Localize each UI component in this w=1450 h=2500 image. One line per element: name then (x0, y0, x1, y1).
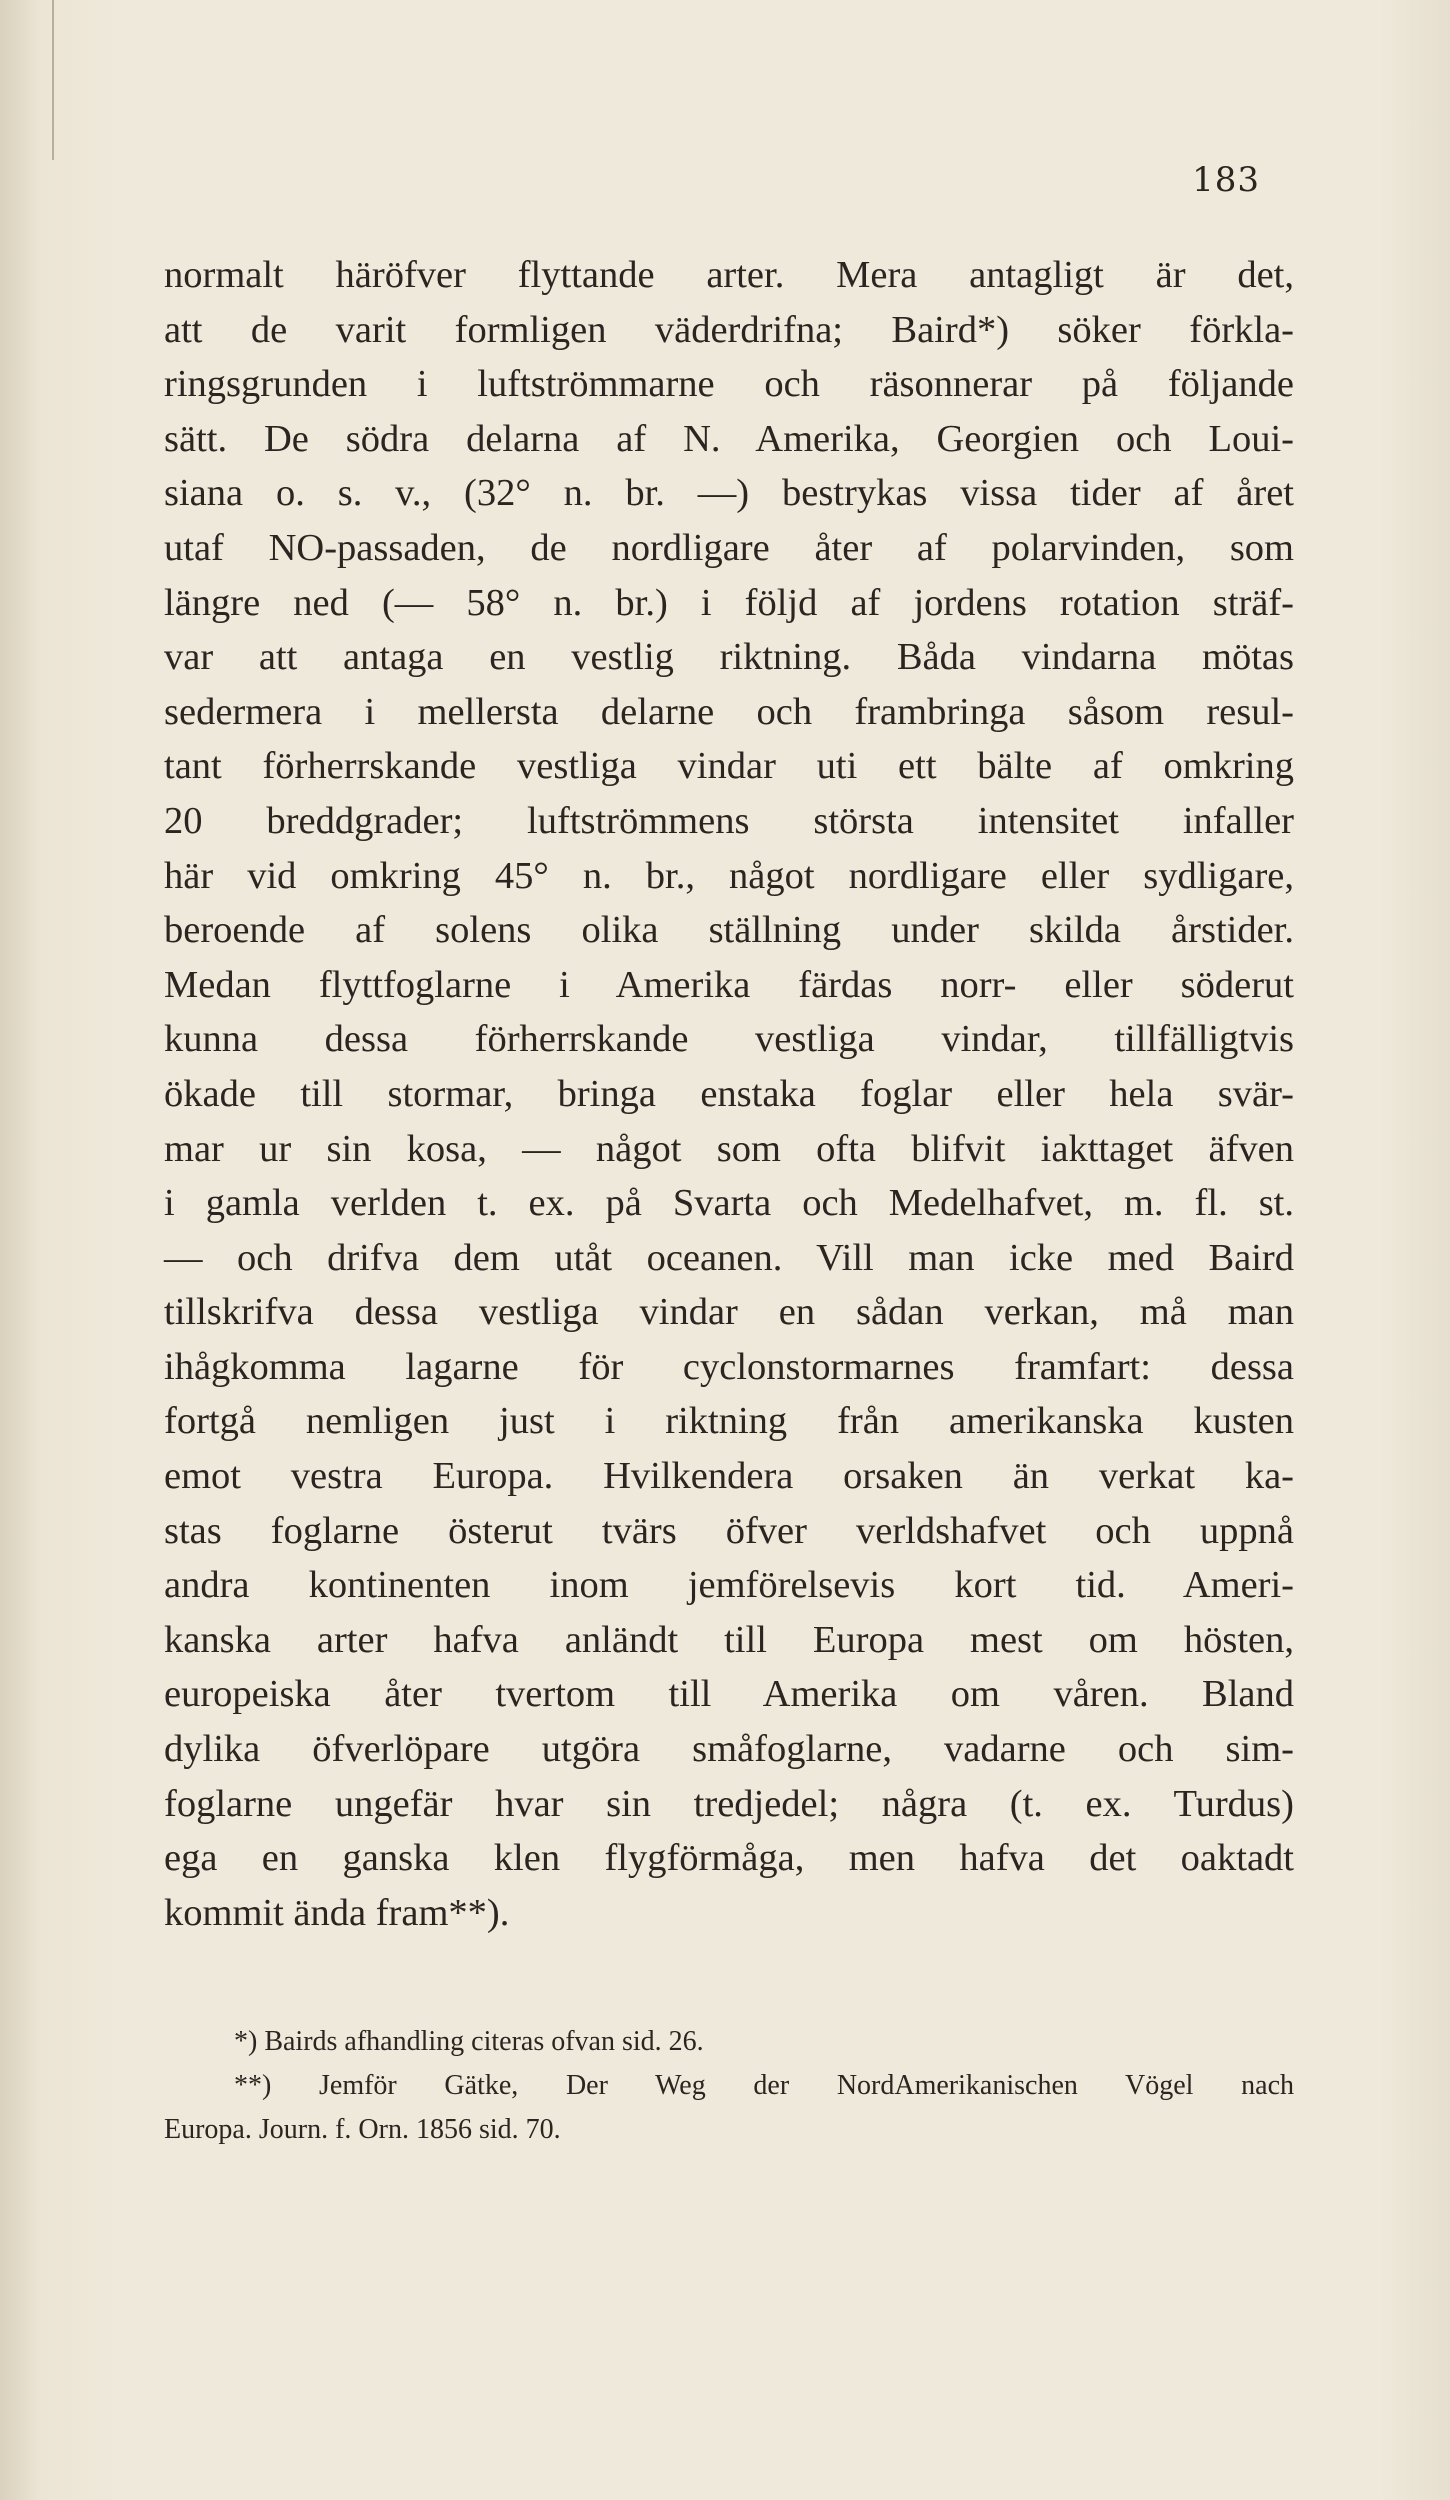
text-line: normalt häröfver flyttande arter. Mera antagligt är det, (164, 254, 1294, 296)
text-line: tillskrifva dessa vestliga vindar en sådan verkan, må man (164, 1291, 1294, 1334)
text-line: sedermera i mellersta delarne och frambringa såsom resul- (164, 690, 1294, 733)
text-line: Medan flyttfoglarne i Amerika färdas norr- eller söderut (164, 963, 1294, 1006)
text-line: i gamla verlden t. ex. på Svarta och Medelhafvet, m. fl. st. (164, 1182, 1294, 1225)
text-line: ega en ganska klen flygförmåga, men hafva det oaktadt (164, 1837, 1294, 1880)
text-line: ökade till stormar, bringa enstaka foglar eller hela svär- (164, 1072, 1294, 1115)
text-line: här vid omkring 45° n. br., något nordligare eller sydligare, (164, 854, 1294, 897)
page-number: 183 (1192, 160, 1260, 200)
page-edge-shadow (52, 0, 54, 160)
text-line: emot vestra Europa. Hvilkendera orsaken än verkat ka- (164, 1455, 1294, 1498)
text-line: — och drifva dem utåt oceanen. Vill man icke med Baird (164, 1236, 1294, 1279)
text-line: ihågkomma lagarne för cyclonstormarnes framfart: dessa (164, 1345, 1294, 1388)
text-line: mar ur sin kosa, — något som ofta blifvit iakttaget äfven (164, 1127, 1294, 1170)
text-line: utaf NO-passaden, de nordligare åter af polarvinden, som (164, 526, 1294, 569)
text-line: 20 breddgrader; luftströmmens största intensitet infaller (164, 799, 1294, 842)
text-line: foglarne ungefär hvar sin tredjedel; några (t. ex. Turdus) (164, 1782, 1294, 1825)
text-line: ringsgrunden i luftströmmarne och räsonnerar på följande (164, 363, 1294, 406)
text-line: kunna dessa förherrskande vestliga vindar, tillfälligtvis (164, 1018, 1294, 1061)
footnotes (164, 2020, 1294, 2152)
text-line: att de varit formligen väderdrifna; Baird*) söker förkla- (164, 308, 1294, 351)
text-line: dylika öfverlöpare utgöra småfoglarne, vadarne och sim- (164, 1728, 1294, 1771)
text-line: tant förherrskande vestliga vindar uti ett bälte af omkring (164, 745, 1294, 788)
footnote: *) Bairds afhandling citeras ofvan sid. 26. (234, 2026, 704, 2057)
text-line: var att antaga en vestlig riktning. Båda vindarna mötas (164, 636, 1294, 679)
text-line: stas foglarne österut tvärs öfver verldshafvet och uppnå (164, 1509, 1294, 1552)
text-line: kommit ända fram**). (164, 1891, 510, 1934)
text-line: sätt. De södra delarna af N. Amerika, Georgien och Loui- (164, 417, 1294, 460)
text-line: beroende af solens olika ställning under skilda årstider. (164, 909, 1294, 952)
text-line: europeiska åter tvertom till Amerika om våren. Bland (164, 1673, 1294, 1716)
text-line: siana o. s. v., (32° n. br. —) bestrykas vissa tider af året (164, 472, 1294, 515)
text-line: längre ned (— 58° n. br.) i följd af jordens rotation sträf- (164, 581, 1294, 624)
body-text (164, 248, 1294, 1940)
footnote-continuation: Europa. Journ. f. Orn. 1856 sid. 70. (164, 2114, 561, 2145)
text-line: fortgå nemligen just i riktning från amerikanska kusten (164, 1400, 1294, 1443)
text-line: kanska arter hafva anländt till Europa mest om hösten, (164, 1618, 1294, 1661)
text-line: andra kontinenten inom jemförelsevis kort tid. Ameri- (164, 1564, 1294, 1607)
footnote: **) Jemför Gätke, Der Weg der NordAmerikanischen Vögel nach (234, 2070, 1294, 2101)
